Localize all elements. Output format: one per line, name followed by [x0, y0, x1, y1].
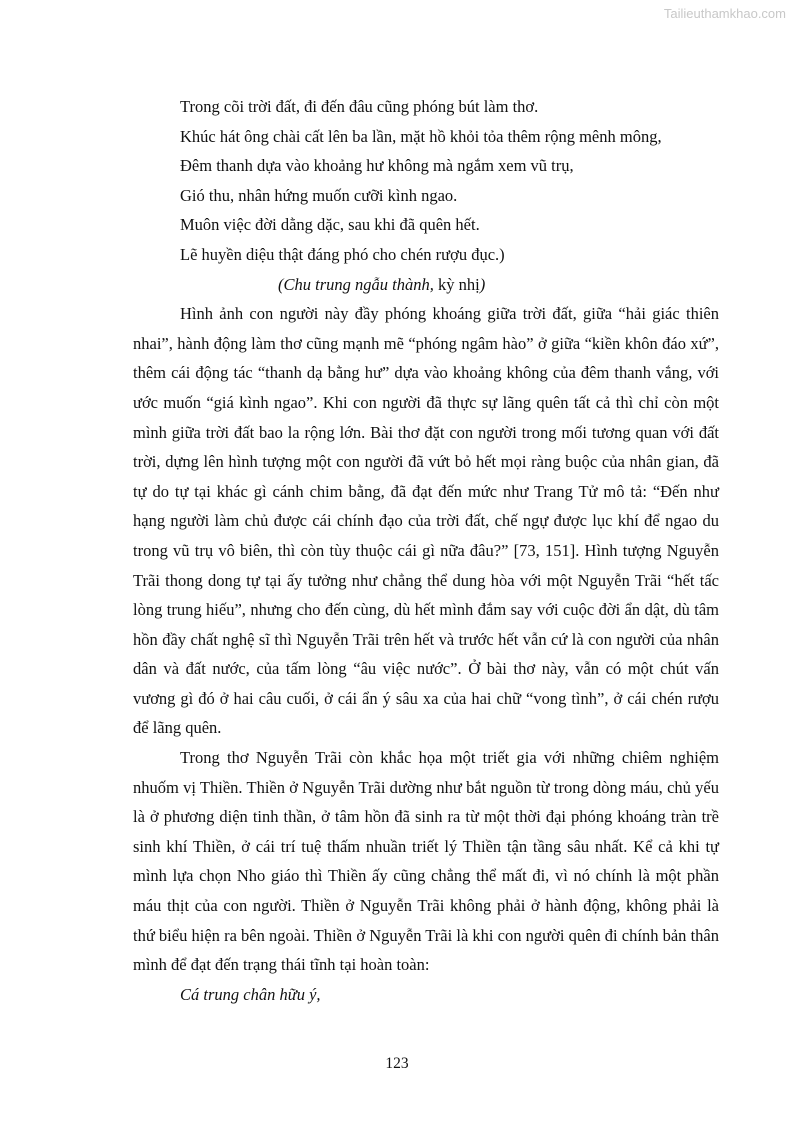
poem-line-4: Gió thu, nhân hứng muốn cưỡi kình ngao. [180, 185, 458, 205]
page-body [133, 92, 719, 1009]
citation-close-paren: ) [479, 274, 486, 294]
poem-citation [133, 270, 719, 300]
citation-open-paren: ( [278, 274, 284, 294]
poem-line-5: Muôn việc đời dằng dặc, sau khi đã quên hết. [180, 215, 480, 235]
poem-line-3: Đêm thanh dựa vào khoảng hư không mà ngắm xem vũ trụ, [180, 156, 574, 176]
poem-line-1: Trong cõi trời đất, đi đến đâu cũng phóng bút làm thơ. [180, 97, 539, 116]
poem-line-6: Lẽ huyền diệu thật đáng phó cho chén rượu đục.) [180, 244, 505, 264]
page-number: 123 [385, 1055, 409, 1072]
quoted-verse-line: Cá trung chân hữu ý, [180, 984, 321, 1004]
body-paragraph-1: Hình ảnh con người này đầy phóng khoáng giữa trời đất, giữa “hải giác thiên nhai”, hành động làm thơ cũng mạnh mẽ “phóng ngâm hào” ở giữa “kiền khôn đáo xứ”, thêm cái động tác “thanh dạ bằng hư” dựa vào khoảng không của đêm thanh vắng, với ước muốn “giá kình ngao”. Khi con người đã thực sự lãng quên tất cả thì chỉ còn một mình giữa trời đất bao la rộng lớn. Bài thơ đặt con người trong mối tương quan với đất trời, dựng lên hình tượng một con người đã vứt bỏ hết mọi ràng buộc của nhân gian, đã tự do tự tại khác gì cánh chim bằng, đã đạt đến mức như Trang Tử mô tả: “Đến như hạng người làm chủ được cái chính đạo của trời đất, chế ngự được lục khí để ngao du trong vũ trụ vô biên, thì còn tùy thuộc cái gì nữa đâu?” [73, 151]. Hình tượng Nguyễn Trãi thong dong tự tại ấy tưởng như chẳng thể dung hòa với một Nguyễn Trãi “hết tấc lòng trung hiếu”, nhưng cho đến cùng, dù hết mình đắm say với cuộc đời ẩn dật, dù tâm hồn đầy chất nghệ sĩ thì Nguyễn Trãi trên hết và trước hết vẫn cứ là con người của nhân dân và đất nước, của tấm lòng “âu việc nước”. Ở bài thơ này, vẫn có một chút vấn vương gì đó ở hai câu cuối, ở cái ẩn ý sâu xa của hai chữ “vong tình”, ở cái chén rượu để lãng quên. [133, 304, 719, 738]
body-paragraph-2: Trong thơ Nguyễn Trãi còn khắc họa một triết gia với những chiêm nghiệm nhuốm vị Thiền. Thiền ở Nguyễn Trãi dường như bắt nguồn từ trong dòng máu, chủ yếu là ở phương diện tinh thần, ở tâm hồn đã sinh ra từ một thời đại phóng khoáng tràn trề sinh khí Thiền, ở cái trí tuệ thấm nhuần triết lý Thiền tận tầng sâu nhất. Kể cả khi tự mình lựa chọn Nho giáo thì Thiền ấy cũng chẳng thể mất đi, vì nó chính là một phần máu thịt của con người. Thiền ở Nguyễn Trãi không phải ở hành động, không phải là thứ biểu hiện ra bên ngoài. Thiền ở Nguyễn Trãi là khi con người quên đi chính bản thân mình để đạt đến trạng thái tĩnh tại hoàn toàn: [133, 748, 719, 975]
citation-poem-title: Chu trung ngẫu thành, [283, 274, 434, 294]
citation-poem-number: kỳ nhị [433, 274, 480, 294]
watermark-text: Tailieuthamkhao.com [663, 6, 786, 21]
poem-line-2: Khúc hát ông chài cất lên ba lần, mặt hồ khỏi tỏa thêm rộng mênh mông, [180, 126, 662, 146]
